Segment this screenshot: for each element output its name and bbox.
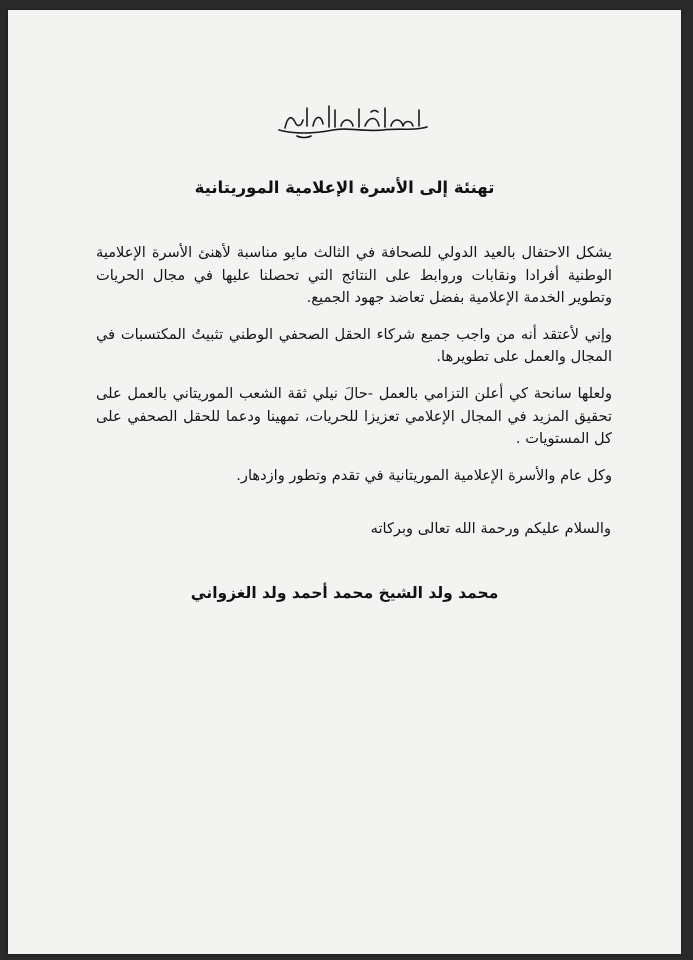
paragraph-3: ولعلها سانحة كي أعلن التزامي بالعمل -حالَ نيلي ثقة الشعب الموريتاني بالعمل على تحقيق المزيد في المجال الإعلامي تعزيزا للحريات، تمهينا ودعما للحقل الصحفي على كل المستويات . [96,384,612,448]
letter-body [96,242,612,501]
signature-name: محمد ولد الشيخ محمد أحمد ولد الغزواني [190,584,499,602]
basmala-calligraphy [273,100,433,140]
paragraph-2: وإني لأعتقد أنه من واجب جميع شركاء الحقل الصحفي الوطني تثبيتُ المكتسبات في المجال والعمل على تطويرها. [96,325,612,366]
letter-title: تهنئة إلى الأسرة الإعلامية الموريتانية [194,178,495,197]
paragraph-1: يشكل الاحتفال بالعيد الدولي للصحافة في الثالث مايو مناسبة لأهنئ الأسرة الإعلامية الوطنية أفرادا ونقابات وروابط على النتائج التي تحصلنا عليها في مجال الحريات وتطوير الخدمة الإعلامية بفضل تعاضد جهود الجميع. [96,244,612,307]
closing-greeting: والسلام عليكم ورحمة الله تعالى وبركاته [370,520,611,537]
letter-page [8,10,681,954]
paragraph-4: وكل عام والأسرة الإعلامية الموريتانية في تقدم وتطور وازدهار. [236,466,612,484]
